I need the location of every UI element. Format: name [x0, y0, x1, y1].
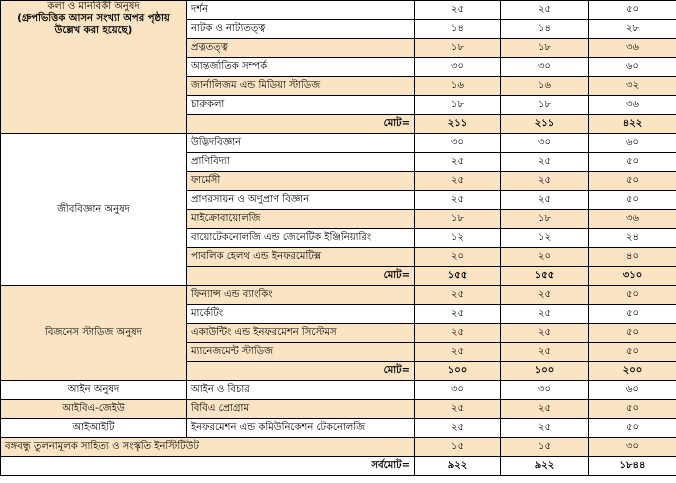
subject-name: ইনফরমেশন এন্ড কমিউনিকেশন টেকনোলজি — [187, 419, 415, 438]
seat-count: ২৫ — [415, 1, 501, 20]
subject-name: বিবিএ প্রোগ্রাম — [187, 400, 415, 419]
seat-count: ৩০ — [415, 134, 501, 153]
faculty-name: জীববিজ্ঞান অনুষদ — [1, 134, 187, 286]
faculty-name: আইন অনুষদ — [1, 381, 187, 400]
seat-total: ৬০ — [589, 134, 676, 153]
subtotal-value: ৪২২ — [589, 115, 676, 134]
seat-count: ২৫ — [501, 305, 589, 324]
table-row — [1, 419, 676, 438]
faculty-note: (গ্রুপভিত্তিক আসন সংখ্যা অপর পৃষ্ঠায় উল্লেখ করা হয়েছে) — [17, 13, 170, 36]
subject-name: নাটক ও নাট্যতত্ত্ব — [187, 20, 415, 39]
seat-count: ২৫ — [501, 419, 589, 438]
seat-total: ৫০ — [589, 153, 676, 172]
subtotal-value: ১০০ — [501, 362, 589, 381]
table-row — [1, 438, 676, 457]
seat-count: ২৫ — [415, 191, 501, 210]
subtotal-label: মোট= — [187, 362, 415, 381]
institute-name: বঙ্গবন্ধু তুলনামূলক সাহিত্য ও সংস্কৃতি ইনস্টিটিউট — [1, 438, 415, 457]
seat-total: ৬০ — [589, 58, 676, 77]
seat-count: ১৮ — [501, 210, 589, 229]
seat-total: ৫০ — [589, 1, 676, 20]
subject-name: জার্নালিজম এন্ড মিডিয়া স্টাডিজ — [187, 77, 415, 96]
faculty-name: আইআইটি — [1, 419, 187, 438]
seat-count: ২৫ — [501, 172, 589, 191]
subject-name: প্রাণিবিদ্যা — [187, 153, 415, 172]
seat-count: ২৫ — [415, 324, 501, 343]
seat-count: ৩০ — [501, 381, 589, 400]
seat-count: ২৫ — [415, 343, 501, 362]
faculty-title: কলা ও মানবিকী অনুষদ — [47, 1, 140, 12]
grand-total-value: ৯২২ — [415, 457, 501, 476]
subject-name: দর্শন — [187, 1, 415, 20]
subject-name: প্রাণরসায়ন ও অণুপ্রাণ বিজ্ঞান — [187, 191, 415, 210]
subject-name: ম্যানেজমেন্ট স্টাডিজ — [187, 343, 415, 362]
seat-total: ২৪ — [589, 229, 676, 248]
table-row — [1, 286, 676, 305]
seat-count: ২৫ — [501, 1, 589, 20]
table-row — [1, 134, 676, 153]
subtotal-value: ৩১০ — [589, 267, 676, 286]
seat-count: ১২ — [501, 229, 589, 248]
faculty-name: বিজনেস স্টাডিজ অনুষদ — [1, 286, 187, 381]
seat-total: ৫০ — [589, 400, 676, 419]
table-row — [1, 1, 676, 20]
seat-total: ৩৬ — [589, 96, 676, 115]
seat-total: ৬০ — [589, 381, 676, 400]
seat-count: ২৫ — [415, 286, 501, 305]
subject-name: বায়োটেকনোলজি এন্ড জেনেটিক ইঞ্জিনিয়ারিং — [187, 229, 415, 248]
seat-count: ১২ — [415, 229, 501, 248]
subtotal-value: ২১১ — [501, 115, 589, 134]
subject-name: ফিন্যান্স এন্ড ব্যাংকিং — [187, 286, 415, 305]
seat-count: ২৫ — [415, 172, 501, 191]
seat-count: ২৫ — [415, 153, 501, 172]
seat-count: ১৮ — [415, 39, 501, 58]
seat-count: ২৫ — [501, 286, 589, 305]
seat-count: ২০ — [501, 248, 589, 267]
subtotal-value: ১৫৫ — [501, 267, 589, 286]
seat-total: ৫০ — [589, 286, 676, 305]
seat-count: ১৮ — [415, 96, 501, 115]
subject-name: মার্কেটিং — [187, 305, 415, 324]
subject-name: আইন ও বিচার — [187, 381, 415, 400]
subtotal-value: ১০০ — [415, 362, 501, 381]
seat-count: ১৪ — [415, 20, 501, 39]
seat-total: ৩০ — [589, 438, 676, 457]
seat-total: ২৮ — [589, 20, 676, 39]
subject-name: মাইক্রোবায়োলজি — [187, 210, 415, 229]
grand-total-value: ৯২২ — [501, 457, 589, 476]
seat-count: ২০ — [415, 248, 501, 267]
table-row — [1, 400, 676, 419]
seat-total: ৫০ — [589, 324, 676, 343]
faculty-name — [1, 1, 187, 134]
grand-total-value: ১৮৪৪ — [589, 457, 676, 476]
seat-total: ৩৬ — [589, 210, 676, 229]
seat-count: ২৫ — [415, 419, 501, 438]
grand-total-label: সর্বমোট= — [1, 457, 415, 476]
seat-count: ২৫ — [415, 305, 501, 324]
subject-name: একাউন্টিং এন্ড ইনফরমেশন সিস্টেমস — [187, 324, 415, 343]
seat-count: ১৪ — [501, 20, 589, 39]
table-row — [1, 381, 676, 400]
seat-count: ৩০ — [415, 381, 501, 400]
seat-count: ১৮ — [501, 39, 589, 58]
seat-count: ১৮ — [415, 210, 501, 229]
seat-count: ৩০ — [501, 134, 589, 153]
seat-count: ২৫ — [501, 400, 589, 419]
seat-count: ১৮ — [501, 96, 589, 115]
subject-name: প্রত্নতত্ত্ব — [187, 39, 415, 58]
subject-name: চারুকলা — [187, 96, 415, 115]
seat-total: ৩২ — [589, 77, 676, 96]
seat-count: ২৫ — [501, 191, 589, 210]
seat-count: ২৫ — [501, 153, 589, 172]
subtotal-label: মোট= — [187, 267, 415, 286]
seat-total: ৫০ — [589, 191, 676, 210]
seat-total: ৩৬ — [589, 39, 676, 58]
seat-total: ৪০ — [589, 248, 676, 267]
seat-count: ৩০ — [501, 58, 589, 77]
seat-total: ৫০ — [589, 305, 676, 324]
subtotal-value: ১৫৫ — [415, 267, 501, 286]
subtotal-value: ২০০ — [589, 362, 676, 381]
seat-total: ৫০ — [589, 419, 676, 438]
seat-count: ২৫ — [415, 400, 501, 419]
seat-count: ৩০ — [415, 58, 501, 77]
seat-count: ১৬ — [415, 77, 501, 96]
faculty-name: আইবিএ-জেইউ — [1, 400, 187, 419]
seat-total: ৫০ — [589, 172, 676, 191]
seat-total: ৫০ — [589, 343, 676, 362]
seat-count: ১৫ — [501, 438, 589, 457]
subject-name: আন্তর্জাতিক সম্পর্ক — [187, 58, 415, 77]
seat-count: ১৬ — [501, 77, 589, 96]
subject-name: ফার্মেসী — [187, 172, 415, 191]
subtotal-label: মোট= — [187, 115, 415, 134]
subject-name: উদ্ভিদবিজ্ঞান — [187, 134, 415, 153]
seat-count: ১৫ — [415, 438, 501, 457]
seat-count: ২৫ — [501, 324, 589, 343]
subject-name: পাবলিক হেলথ এন্ড ইনফরমেটিক্স — [187, 248, 415, 267]
grand-total-row — [1, 457, 676, 476]
seat-count: ২৫ — [501, 343, 589, 362]
subtotal-value: ২১১ — [415, 115, 501, 134]
